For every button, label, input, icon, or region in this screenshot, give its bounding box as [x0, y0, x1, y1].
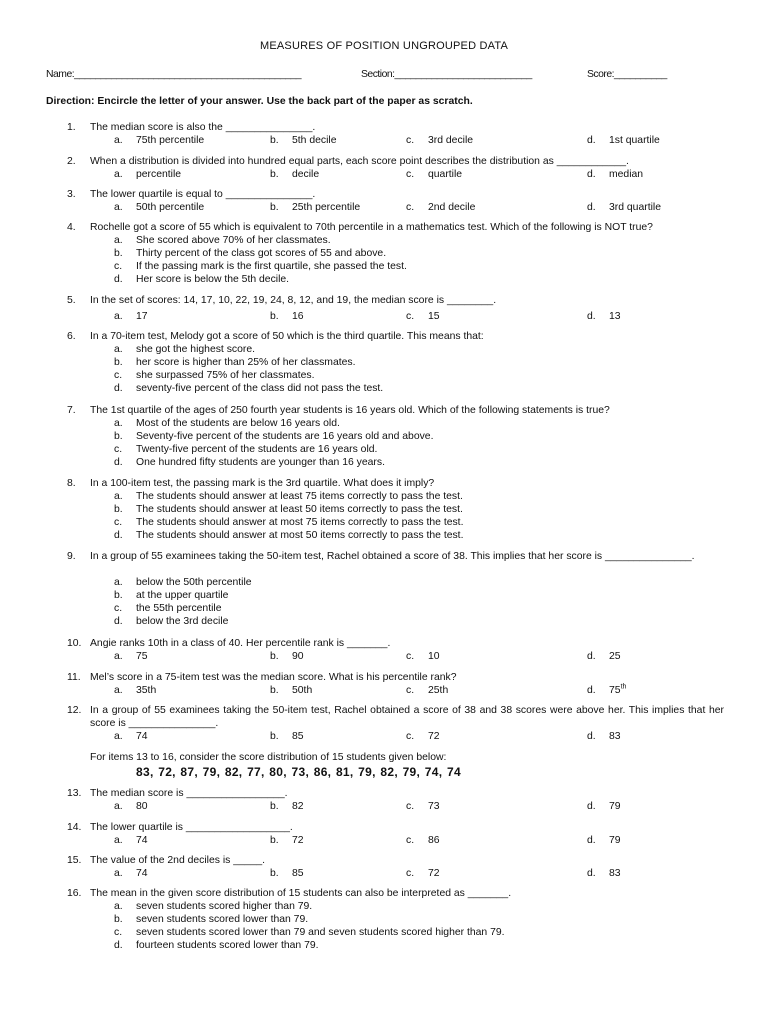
option-text: 25th: [428, 685, 449, 696]
answer-option-d[interactable]: [587, 800, 621, 813]
answer-option-b[interactable]: [270, 650, 304, 663]
question-number: 6.: [67, 331, 76, 342]
answer-option-b[interactable]: [270, 201, 360, 214]
answer-option-d[interactable]: [114, 456, 385, 469]
options-row: [0, 650, 768, 663]
answer-option-d[interactable]: [587, 134, 660, 147]
answer-option-b[interactable]: [270, 310, 304, 323]
answer-option-b[interactable]: [114, 589, 228, 602]
option-letter: b.: [270, 801, 279, 812]
answer-option-b[interactable]: [270, 730, 304, 743]
option-letter: a.: [114, 651, 123, 662]
option-text: The students should answer at most 75 items correctly to pass the test.: [136, 517, 464, 528]
option-text: 85: [292, 731, 304, 742]
answer-option-a[interactable]: [114, 343, 255, 356]
answer-option-b[interactable]: [270, 684, 312, 697]
option-letter: c.: [114, 517, 123, 528]
answer-option-d[interactable]: [587, 650, 621, 663]
question-stem: In a group of 55 examinees taking the 50-item test, Rachel obtained a score of 38 and 38 scores were above her. This implies that her score is _______________.: [90, 705, 724, 729]
option-letter: a.: [114, 135, 123, 146]
option-letter: b.: [270, 169, 279, 180]
answer-option-a[interactable]: [114, 201, 204, 214]
option-text: 74: [136, 731, 148, 742]
option-letter: d.: [114, 274, 123, 285]
option-letter: c.: [406, 835, 415, 846]
question-stem: The lower quartile is __________________.: [90, 822, 293, 833]
option-text: Twenty-five percent of the students are 16 years old.: [136, 444, 378, 455]
answer-option-c[interactable]: [406, 834, 440, 847]
question-number: 12.: [67, 705, 82, 716]
answer-option-a[interactable]: [114, 834, 148, 847]
option-text: 3rd quartile: [609, 202, 661, 213]
option-letter: c.: [406, 135, 415, 146]
answer-option-d[interactable]: [587, 168, 643, 181]
option-text: She scored above 70% of her classmates.: [136, 235, 331, 246]
option-text: below the 50th percentile: [136, 577, 252, 588]
answer-option-d[interactable]: [114, 615, 228, 628]
option-letter: a.: [114, 577, 123, 588]
option-text: quartile: [428, 169, 463, 180]
option-text: 13: [609, 311, 621, 322]
option-letter: c.: [406, 202, 415, 213]
answer-option-d[interactable]: [587, 310, 621, 323]
question-number: 4.: [67, 222, 76, 233]
option-text: 2nd decile: [428, 202, 476, 213]
option-letter: c.: [114, 927, 123, 938]
answer-option-a[interactable]: [114, 867, 148, 880]
answer-option-b[interactable]: [114, 356, 355, 369]
answer-option-b[interactable]: [270, 134, 336, 147]
option-letter: b.: [270, 202, 279, 213]
option-letter: c.: [114, 444, 123, 455]
question-stem: Mel’s score in a 75-item test was the median score. What is his percentile rank?: [90, 672, 457, 683]
question-number: 16.: [67, 888, 82, 899]
answer-option-c[interactable]: [114, 516, 463, 529]
option-text: 50th: [292, 685, 313, 696]
option-text: 80: [136, 801, 148, 812]
option-text: median: [609, 169, 644, 180]
answer-option-c[interactable]: [406, 730, 440, 743]
option-text: 35th: [136, 685, 157, 696]
option-text: 72: [292, 835, 304, 846]
question-number: 14.: [67, 822, 82, 833]
score-distribution: 83, 72, 87, 79, 82, 77, 80, 73, 86, 81, 79, 82, 79, 74, 74: [136, 765, 461, 779]
answer-option-b[interactable]: [270, 168, 319, 181]
option-letter: b.: [114, 590, 123, 601]
distribution-note: For items 13 to 16, consider the score distribution of 15 students given below:: [90, 752, 447, 763]
score-field: Score:__________: [587, 69, 667, 80]
option-letter: b.: [270, 651, 279, 662]
option-text: 74: [136, 868, 148, 879]
option-text: 25th percentile: [292, 202, 361, 213]
answer-option-b[interactable]: [114, 503, 463, 516]
answer-option-a[interactable]: [114, 650, 148, 663]
option-letter: a.: [114, 731, 123, 742]
option-letter: d.: [587, 202, 596, 213]
option-text: 79: [609, 835, 621, 846]
option-text: The students should answer at least 50 items correctly to pass the test.: [136, 504, 463, 515]
option-letter: c.: [406, 731, 415, 742]
question-number: 13.: [67, 788, 82, 799]
directions: Direction: Encircle the letter of your answer. Use the back part of the paper as scratch.: [46, 96, 473, 107]
option-letter: a.: [114, 235, 123, 246]
option-letter: b.: [270, 685, 279, 696]
answer-option-c[interactable]: [406, 684, 448, 697]
question-stem: In a 100-item test, the passing mark is the 3rd quartile. What does it imply?: [90, 478, 435, 489]
answer-option-c[interactable]: [114, 260, 407, 273]
option-letter: c.: [406, 651, 415, 662]
option-text: 75th percentile: [136, 135, 205, 146]
question-number: 7.: [67, 405, 76, 416]
question-stem: In a 70-item test, Melody got a score of 50 which is the third quartile. This means that:: [90, 331, 484, 342]
option-text: seven students scored lower than 79 and seven students scored higher than 79.: [136, 927, 505, 938]
option-text: The students should answer at most 50 items correctly to pass the test.: [136, 530, 464, 541]
question-number: 1.: [67, 122, 76, 133]
answer-option-c[interactable]: [406, 201, 475, 214]
option-letter: b.: [114, 248, 123, 259]
option-letter: c.: [406, 169, 415, 180]
option-letter: b.: [114, 357, 123, 368]
option-letter: d.: [587, 868, 596, 879]
option-letter: d.: [587, 169, 596, 180]
option-text: Thirty percent of the class got scores of 55 and above.: [136, 248, 387, 259]
option-letter: a.: [114, 418, 123, 429]
option-letter: a.: [114, 801, 123, 812]
question-number: 10.: [67, 638, 82, 649]
answer-option-d[interactable]: [114, 939, 319, 952]
option-text: 72: [428, 868, 440, 879]
answer-option-b[interactable]: [270, 867, 304, 880]
option-text: 82: [292, 801, 304, 812]
option-text: 85: [292, 868, 304, 879]
option-text: 73: [428, 801, 440, 812]
option-letter: b.: [270, 835, 279, 846]
option-text: 50th percentile: [136, 202, 205, 213]
answer-option-d[interactable]: [114, 382, 383, 395]
option-letter: b.: [114, 914, 123, 925]
option-letter: c.: [114, 261, 123, 272]
question-number: 8.: [67, 478, 76, 489]
answer-option-a[interactable]: [114, 168, 181, 181]
options-row: [0, 800, 768, 813]
question-stem: The 1st quartile of the ages of 250 fourth year students is 16 years old. Which of the following statements is true?: [90, 405, 610, 416]
option-letter: d.: [587, 835, 596, 846]
option-letter: b.: [114, 504, 123, 515]
question-stem: The value of the 2nd deciles is _____.: [90, 855, 266, 866]
answer-option-c[interactable]: [406, 168, 462, 181]
option-text: decile: [292, 169, 320, 180]
answer-option-d[interactable]: [587, 834, 621, 847]
option-text: the 55th percentile: [136, 603, 222, 614]
question-stem: The median score is _________________.: [90, 788, 288, 799]
option-text: 1st quartile: [609, 135, 660, 146]
option-text: 83: [609, 731, 621, 742]
answer-option-a[interactable]: [114, 900, 312, 913]
options-row: [0, 834, 768, 847]
option-letter: a.: [114, 901, 123, 912]
answer-option-b[interactable]: [114, 430, 433, 443]
option-text: 79: [609, 801, 621, 812]
answer-option-c[interactable]: [406, 800, 440, 813]
option-letter: a.: [114, 685, 123, 696]
option-text: percentile: [136, 169, 182, 180]
answer-option-a[interactable]: [114, 417, 340, 430]
option-letter: a.: [114, 835, 123, 846]
answer-option-a[interactable]: [114, 310, 148, 323]
option-letter: d.: [587, 135, 596, 146]
option-text: seventy-five percent of the class did not pass the test.: [136, 383, 384, 394]
options-row: [0, 201, 768, 214]
option-letter: b.: [270, 311, 279, 322]
option-letter: d.: [587, 311, 596, 322]
option-letter: d.: [587, 685, 596, 696]
option-letter: a.: [114, 491, 123, 502]
question-number: 3.: [67, 189, 76, 200]
option-text: The students should answer at least 75 items correctly to pass the test.: [136, 491, 463, 502]
option-text: 86: [428, 835, 440, 846]
answer-option-c[interactable]: [114, 369, 314, 382]
answer-option-a[interactable]: [114, 730, 148, 743]
option-letter: a.: [114, 169, 123, 180]
option-text: she surpassed 75% of her classmates.: [136, 370, 315, 381]
option-text: One hundred fifty students are younger than 16 years.: [136, 457, 385, 468]
answer-option-d[interactable]: [587, 684, 626, 697]
option-letter: b.: [270, 135, 279, 146]
option-text: 5th decile: [292, 135, 337, 146]
options-row: [0, 684, 768, 697]
options-row: [0, 134, 768, 147]
question-number: 9.: [67, 551, 76, 562]
option-text: Most of the students are below 16 years old.: [136, 418, 340, 429]
option-text: 15: [428, 311, 440, 322]
option-letter: a.: [114, 202, 123, 213]
answer-option-c[interactable]: [114, 602, 222, 615]
option-text: seven students scored higher than 79.: [136, 901, 313, 912]
answer-option-b[interactable]: [270, 834, 304, 847]
question-number: 5.: [67, 295, 76, 306]
question-number: 11.: [67, 672, 81, 683]
option-text: her score is higher than 25% of her classmates.: [136, 357, 356, 368]
answer-option-d[interactable]: [587, 730, 621, 743]
question-stem: The lower quartile is equal to _______________.: [90, 189, 316, 200]
question-stem: In the set of scores: 14, 17, 10, 22, 19, 24, 8, 12, and 19, the median score is ________.: [90, 295, 497, 306]
option-letter: d.: [587, 801, 596, 812]
answer-option-b[interactable]: [270, 800, 304, 813]
option-letter: d.: [114, 530, 123, 541]
answer-option-c[interactable]: [114, 443, 377, 456]
option-text: she got the highest score.: [136, 344, 255, 355]
option-superscript: th: [620, 683, 627, 691]
option-letter: b.: [270, 868, 279, 879]
option-letter: b.: [270, 731, 279, 742]
answer-option-c[interactable]: [406, 310, 440, 323]
page-title: MEASURES OF POSITION UNGROUPED DATA: [259, 40, 508, 52]
option-text: 10: [428, 651, 440, 662]
options-row: [0, 168, 768, 181]
option-text: Seventy-five percent of the students are 16 years old and above.: [136, 431, 434, 442]
option-text: fourteen students scored lower than 79.: [136, 940, 319, 951]
answer-option-b[interactable]: [114, 247, 386, 260]
option-letter: d.: [114, 616, 123, 627]
option-letter: d.: [587, 651, 596, 662]
option-letter: c.: [406, 311, 415, 322]
answer-option-d[interactable]: [114, 273, 289, 286]
option-letter: d.: [114, 383, 123, 394]
answer-option-a[interactable]: [114, 490, 463, 503]
answer-option-d[interactable]: [114, 529, 463, 542]
option-letter: d.: [114, 457, 123, 468]
question-stem: In a group of 55 examinees taking the 50-item test, Rachel obtained a score of 38. This implies that her score is _______________.: [90, 551, 695, 562]
option-text: 75: [136, 651, 148, 662]
option-text: at the upper quartile: [136, 590, 229, 601]
option-letter: c.: [406, 801, 415, 812]
question-stem: The median score is also the _______________.: [90, 122, 316, 133]
answer-option-a[interactable]: [114, 800, 148, 813]
option-letter: c.: [406, 868, 415, 879]
option-text: 75: [609, 685, 621, 696]
question-stem: The mean in the given score distribution of 15 students can also be interpreted as _______.: [90, 888, 512, 899]
question-number: 2.: [67, 156, 76, 167]
option-text: 16: [292, 311, 304, 322]
option-letter: a.: [114, 868, 123, 879]
option-text: below the 3rd decile: [136, 616, 229, 627]
answer-option-a[interactable]: [114, 576, 252, 589]
option-letter: a.: [114, 311, 123, 322]
option-text: If the passing mark is the first quartile, she passed the test.: [136, 261, 407, 272]
option-text: 72: [428, 731, 440, 742]
answer-option-d[interactable]: [587, 867, 621, 880]
option-letter: c.: [114, 370, 123, 381]
question-stem: When a distribution is divided into hundred equal parts, each score point describes the distribution as ____________.: [90, 156, 629, 167]
option-text: 3rd decile: [428, 135, 474, 146]
option-letter: c.: [406, 685, 415, 696]
option-text: 17: [136, 311, 148, 322]
answer-option-b[interactable]: [114, 913, 308, 926]
answer-option-d[interactable]: [587, 201, 661, 214]
question-number: 15.: [67, 855, 82, 866]
options-row: [0, 867, 768, 880]
option-letter: c.: [114, 603, 123, 614]
answer-option-c[interactable]: [406, 134, 473, 147]
option-letter: d.: [114, 940, 123, 951]
options-row: [0, 310, 768, 323]
answer-option-a[interactable]: [114, 684, 156, 697]
answer-option-a[interactable]: [114, 234, 331, 247]
answer-option-c[interactable]: [406, 650, 440, 663]
question-stem: Rochelle got a score of 55 which is equivalent to 70th percentile in a mathematics test. Which of the following is NOT true?: [90, 222, 653, 233]
option-text: Her score is below the 5th decile.: [136, 274, 290, 285]
answer-option-c[interactable]: [406, 867, 440, 880]
option-letter: b.: [114, 431, 123, 442]
question-stem: Angie ranks 10th in a class of 40. Her percentile rank is _______.: [90, 638, 391, 649]
options-row: [0, 730, 768, 743]
answer-option-c[interactable]: [114, 926, 505, 939]
answer-option-a[interactable]: [114, 134, 204, 147]
name-field: Name:___________________________________________: [46, 69, 302, 80]
option-text: 83: [609, 868, 621, 879]
option-text: 74: [136, 835, 148, 846]
section-field: Section:__________________________: [361, 69, 532, 80]
option-text: seven students scored lower than 79.: [136, 914, 309, 925]
option-letter: d.: [587, 731, 596, 742]
option-letter: a.: [114, 344, 123, 355]
option-text: 25: [609, 651, 621, 662]
option-text: 90: [292, 651, 304, 662]
